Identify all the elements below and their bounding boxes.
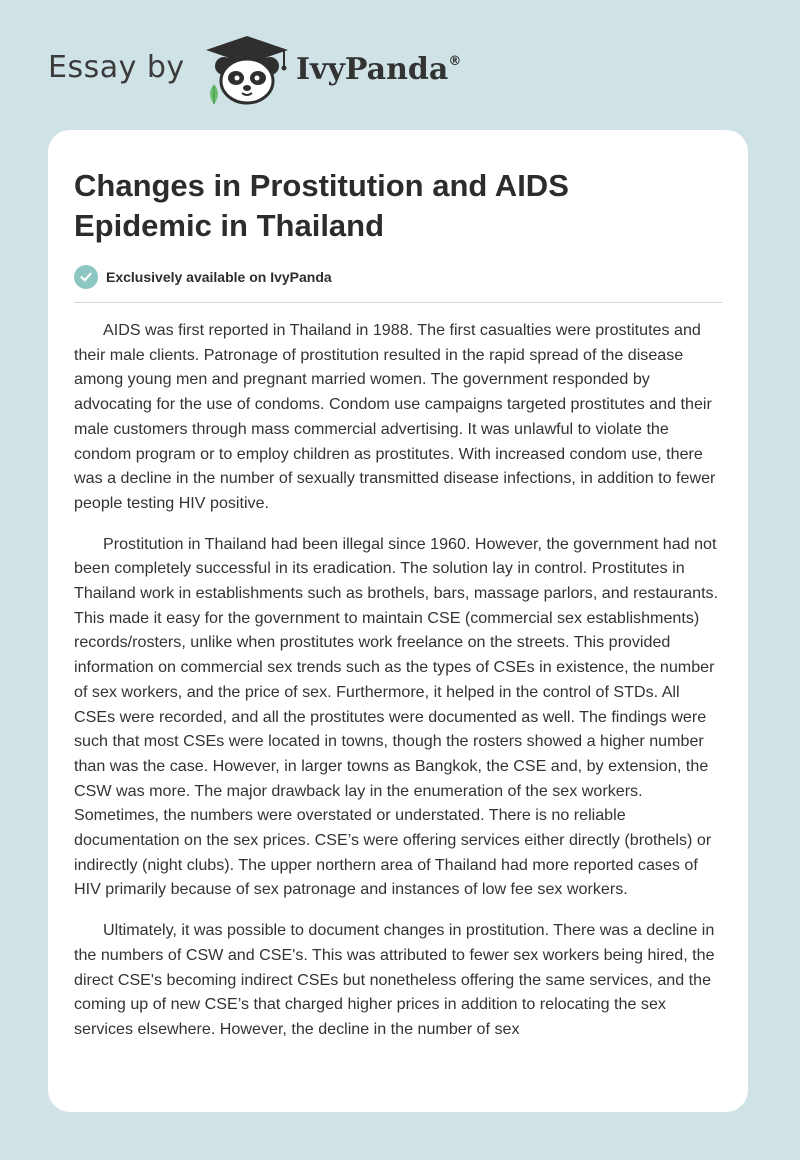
exclusive-badge — [74, 264, 332, 290]
check-circle-icon — [74, 265, 98, 289]
essay-card — [48, 130, 748, 1112]
paragraph: AIDS was first reported in Thailand in 1988. The first casualties were prostitutes and their male clients. Patronage of prostitution resulted in the rapid spread of the disease among young men and pregnant married women. The government responded by advocating for the use of condoms. Condom use campaigns targeted prostitutes and their male customers through mass commercial advertising. It was unlawful to violate the condom program or to employ children as prostitutes. With increased condom use, there was a decline in the number of sexually transmitted disease infections, in addition to fewer people testing HIV positive. — [74, 321, 716, 512]
essay-by-label: Essay by — [48, 50, 185, 85]
brand-name[interactable]: IvyPanda® — [296, 52, 462, 87]
registered-mark: ® — [448, 54, 462, 69]
paragraph: Prostitution in Thailand had been illegal since 1960. However, the government had not been completely successful in its eradication. The solution lay in control. Prostitutes in Thailand work in establishments such as brothels, bars, massage parlors, and restaurants. This made it easy for the government to maintain CSE (commercial sex establishments) records/rosters, unlike when prostitutes work freelance on the streets. This provided information on commercial sex trends such as the types of CSEs in existence, the number of sex workers, and the price of sex. Furthermore, it helped in the control of STDs. All CSEs were recorded, and all the prostitutes were documented as well. The findings were such that most CSEs were located in towns, though the rosters showed a higher number than was the case. However, in larger towns as Bangkok, the CSE and, by extension, the CSW was more. The major drawback lay in the enumeration of the sex workers. Sometimes, the numbers were overstated or understated. There is no reliable documentation on the sex prices. CSE’s were offering services either directly (brothels) or indirectly (night clubs). The upper northern area of Thailand had more reported cases of HIV primarily because of sex patronage and instances of low fee sex workers. — [74, 534, 719, 899]
paragraph: Ultimately, it was possible to document changes in prostitution. There was a decline in the numbers of CSW and CSE's. This was attributed to fewer sex workers being hired, the direct CSE's becoming indirect CSEs but nonetheless offering the same services, and the coming up of new CSE’s that charged higher prices in addition to relocating the sex services elsewhere. However, the decline in the number of sex — [74, 921, 715, 1038]
exclusive-badge-label: Exclusively available on IvyPanda — [106, 269, 332, 285]
panda-graduate-icon[interactable] — [202, 34, 292, 106]
divider — [74, 302, 722, 303]
essay-body — [74, 318, 724, 1058]
site-header — [0, 0, 800, 130]
essay-title: Changes in Prostitution and AIDS Epidemic in Thailand — [74, 168, 569, 243]
